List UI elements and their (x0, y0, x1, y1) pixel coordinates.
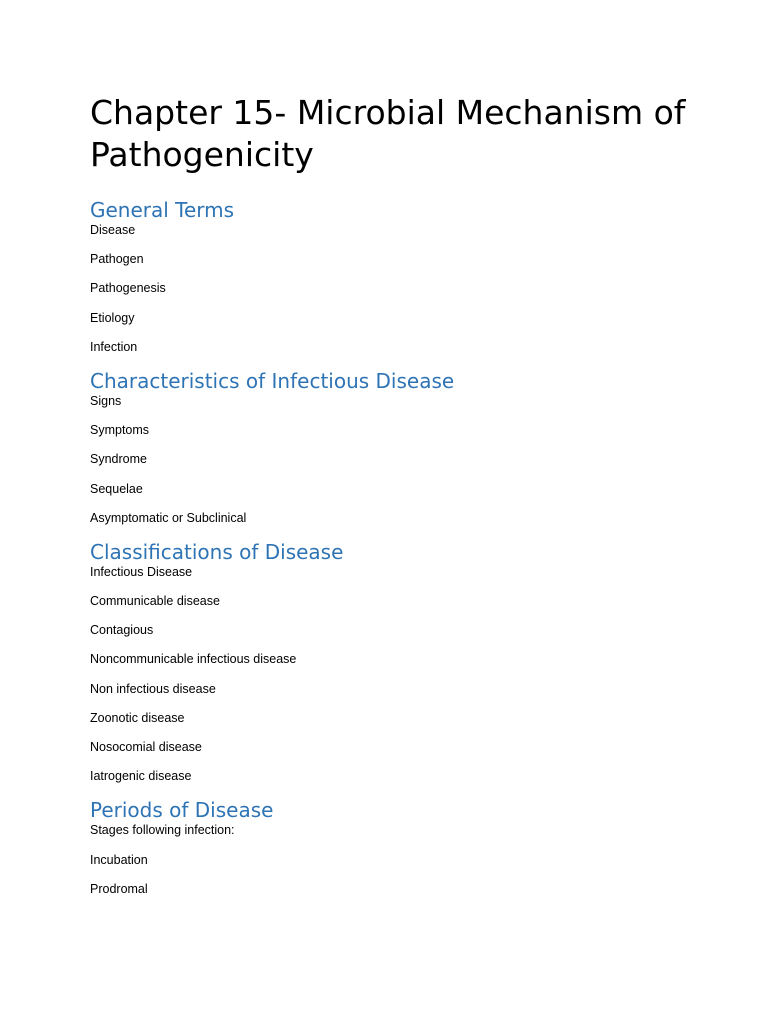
list-item: Non infectious disease (90, 681, 216, 696)
list-item: Symptoms (90, 423, 150, 438)
list-item: Asymptomatic or Subclinical (90, 510, 247, 525)
section-heading: Characteristics of Infectious Disease (90, 368, 455, 393)
term-list (90, 223, 710, 355)
list-item: Etiology (90, 310, 135, 325)
list-item: Syndrome (90, 452, 147, 467)
list-item: Sequelae (90, 481, 143, 496)
list-item: Infectious Disease (90, 564, 193, 579)
list-item: Disease (90, 223, 136, 237)
section-heading: General Terms (90, 198, 235, 222)
list-item: Infection (90, 339, 138, 354)
document-page (90, 92, 710, 911)
term-list (90, 823, 710, 896)
list-item: Stages following infection: (90, 823, 235, 838)
list-item: Contagious (90, 623, 154, 638)
list-item: Prodromal (90, 881, 148, 896)
term-list (90, 565, 710, 784)
list-item: Pathogen (90, 252, 144, 267)
term-list (90, 394, 710, 526)
list-item: Pathogenesis (90, 281, 166, 296)
section-periods (90, 798, 710, 896)
list-item: Incubation (90, 852, 148, 867)
section-heading: Classifications of Disease (90, 539, 344, 564)
list-item: Nosocomial disease (90, 740, 202, 754)
list-item: Noncommunicable infectious disease (90, 652, 297, 667)
section-general-terms (90, 198, 710, 355)
section-classifications (90, 540, 710, 784)
section-heading: Periods of Disease (90, 798, 274, 823)
list-item: Zoonotic disease (90, 710, 185, 725)
document-title: Chapter 15- Microbial Mechanism of Pathogenicity (90, 93, 686, 174)
list-item: Signs (90, 393, 122, 408)
section-characteristics (90, 369, 710, 526)
list-item: Iatrogenic disease (90, 769, 192, 784)
list-item: Communicable disease (90, 594, 220, 609)
